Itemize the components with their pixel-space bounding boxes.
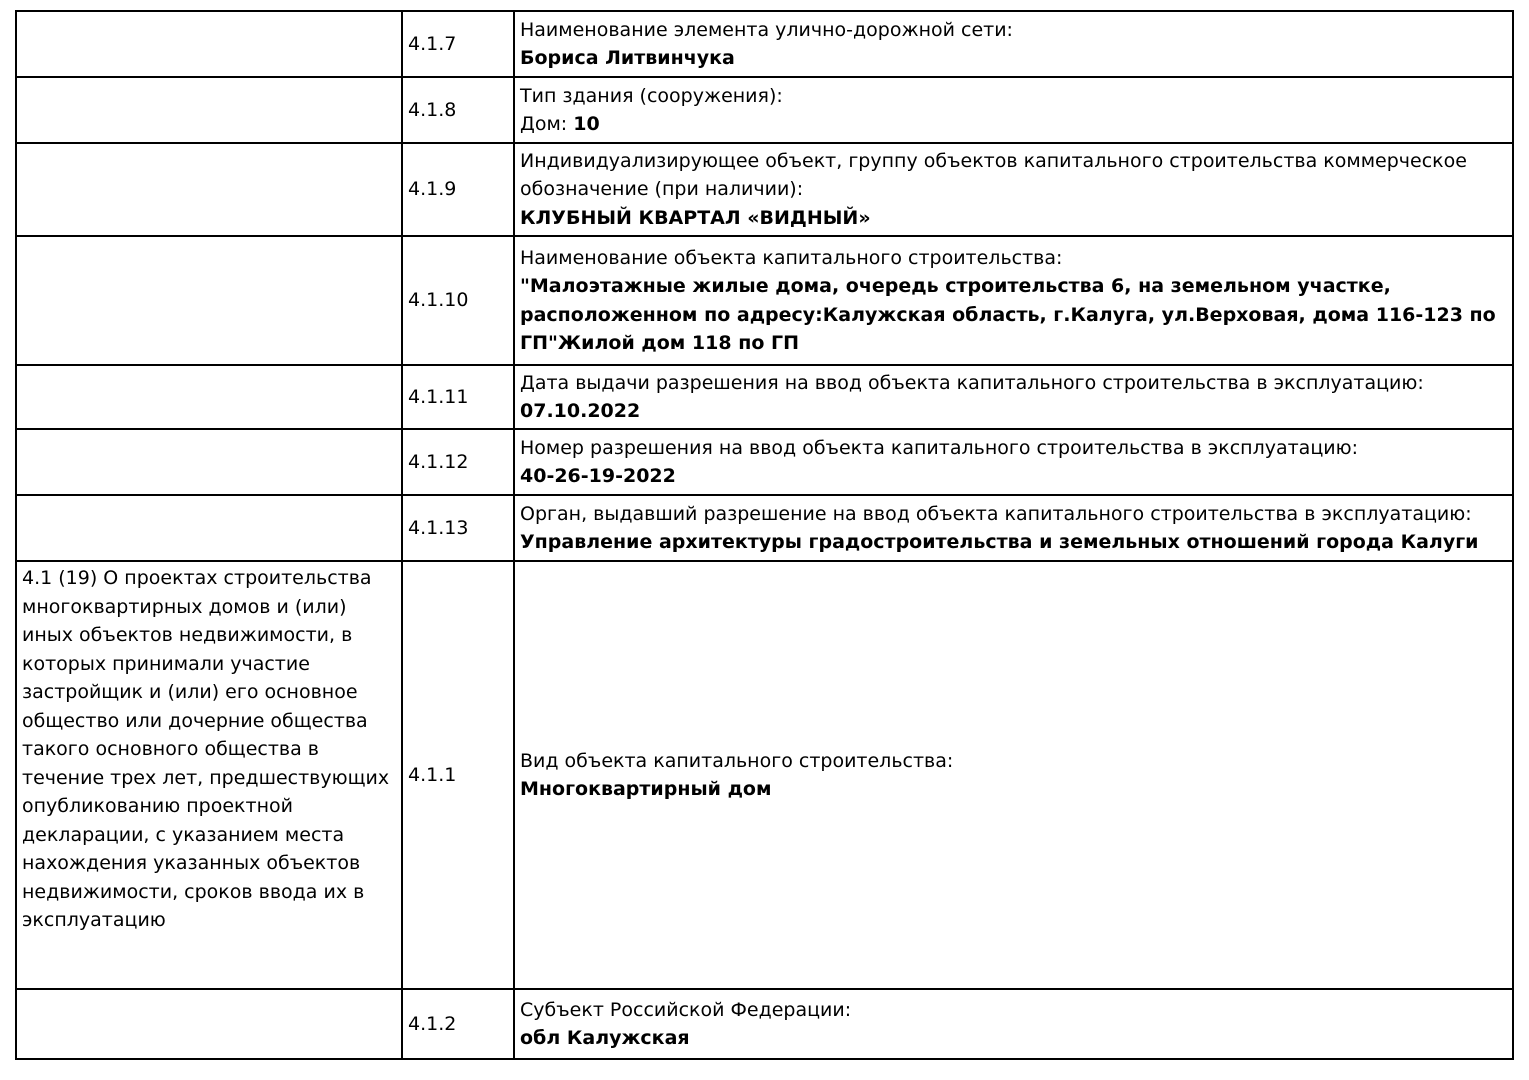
field-label: Номер разрешения на ввод объекта капитального строительства в эксплуатацию:: [520, 436, 1358, 459]
code-cell: 4.1.12: [402, 429, 514, 495]
field-value: 40-26-19-2022: [520, 465, 676, 487]
field-value-line: [520, 272, 1507, 358]
table-row: [16, 495, 1513, 561]
field-value-line: [520, 1024, 1507, 1053]
code-cell: 4.1.1: [402, 561, 514, 989]
table-row: [16, 365, 1513, 429]
table-row: [16, 143, 1513, 236]
code-cell: 4.1.9: [402, 143, 514, 236]
table-row: [16, 77, 1513, 143]
field-value-line: [520, 204, 1507, 233]
field-label: Наименование элемента улично-дорожной сети:: [520, 18, 1013, 41]
code-cell: 4.1.7: [402, 11, 514, 77]
code-cell: 4.1.8: [402, 77, 514, 143]
field-value: обл Калужская: [520, 1027, 690, 1049]
field-cell: [514, 236, 1513, 365]
field-value-line: [520, 528, 1507, 557]
field-cell: [514, 429, 1513, 495]
field-value-line: [520, 462, 1507, 491]
section-cell: [16, 11, 402, 77]
table-row: [16, 11, 1513, 77]
field-value-prefix: Дом:: [520, 113, 574, 135]
table-row: [16, 236, 1513, 365]
field-value: Бориса Литвинчука: [520, 47, 735, 69]
field-cell: [514, 561, 1513, 989]
code-cell: 4.1.10: [402, 236, 514, 365]
code-cell: 4.1.11: [402, 365, 514, 429]
code-cell: 4.1.13: [402, 495, 514, 561]
field-label: Вид объекта капитального строительства:: [520, 749, 954, 772]
code-cell: 4.1.2: [402, 989, 514, 1059]
field-value: 07.10.2022: [520, 400, 641, 422]
field-value: "Малоэтажные жилые дома, очередь строительства 6, на земельном участке, расположенном по адресу:Калужская область, г.Калуга, ул.Верховая, дома 116-123 по ГП"Жилой дом 118 по ГП: [520, 275, 1496, 354]
section-cell: [16, 989, 402, 1059]
section-cell: [16, 236, 402, 365]
field-value-line: [520, 110, 1507, 139]
field-label: Тип здания (сооружения):: [520, 84, 783, 107]
table-row: [16, 429, 1513, 495]
section-cell: [16, 495, 402, 561]
field-value: КЛУБНЫЙ КВАРТАЛ «ВИДНЫЙ»: [520, 206, 871, 229]
table-row: [16, 561, 1513, 989]
field-cell: [514, 495, 1513, 561]
field-label: Наименование объекта капитального строительства:: [520, 246, 1063, 269]
section-cell: [16, 77, 402, 143]
field-label: Индивидуализирующее объект, группу объектов капитального строительства коммерческое обозначение (при наличии):: [520, 149, 1467, 201]
field-cell: [514, 143, 1513, 236]
table-row: [16, 989, 1513, 1059]
field-value-line: [520, 397, 1507, 426]
field-value-line: [520, 44, 1507, 73]
section-cell: [16, 143, 402, 236]
field-value: Многоквартирный дом: [520, 778, 772, 800]
section-cell: [16, 365, 402, 429]
field-cell: [514, 11, 1513, 77]
field-cell: [514, 77, 1513, 143]
field-cell: [514, 989, 1513, 1059]
field-label: Субъект Российской Федерации:: [520, 998, 852, 1021]
field-value-line: [520, 775, 1507, 804]
field-value: Управление архитектуры градостроительства и земельных отношений города Калуги: [520, 531, 1479, 553]
section-cell: [16, 429, 402, 495]
field-value: 10: [573, 113, 600, 135]
field-cell: [514, 365, 1513, 429]
field-label: Дата выдачи разрешения на ввод объекта капитального строительства в эксплуатацию:: [520, 371, 1424, 394]
section-cell: 4.1 (19) О проектах строительства многоквартирных домов и (или) иных объектов недвижимости, в которых принимали участие застройщик и (или) его основное общество или дочерние общества такого основного общества в течение трех лет, предшествующих опубликованию проектной декларации, с указанием места нахождения указанных объектов недвижимости, сроков ввода их в эксплуатацию: [16, 561, 402, 989]
project-declaration-table: [15, 10, 1514, 1060]
field-label: Орган, выдавший разрешение на ввод объекта капитального строительства в эксплуатацию:: [520, 502, 1472, 525]
